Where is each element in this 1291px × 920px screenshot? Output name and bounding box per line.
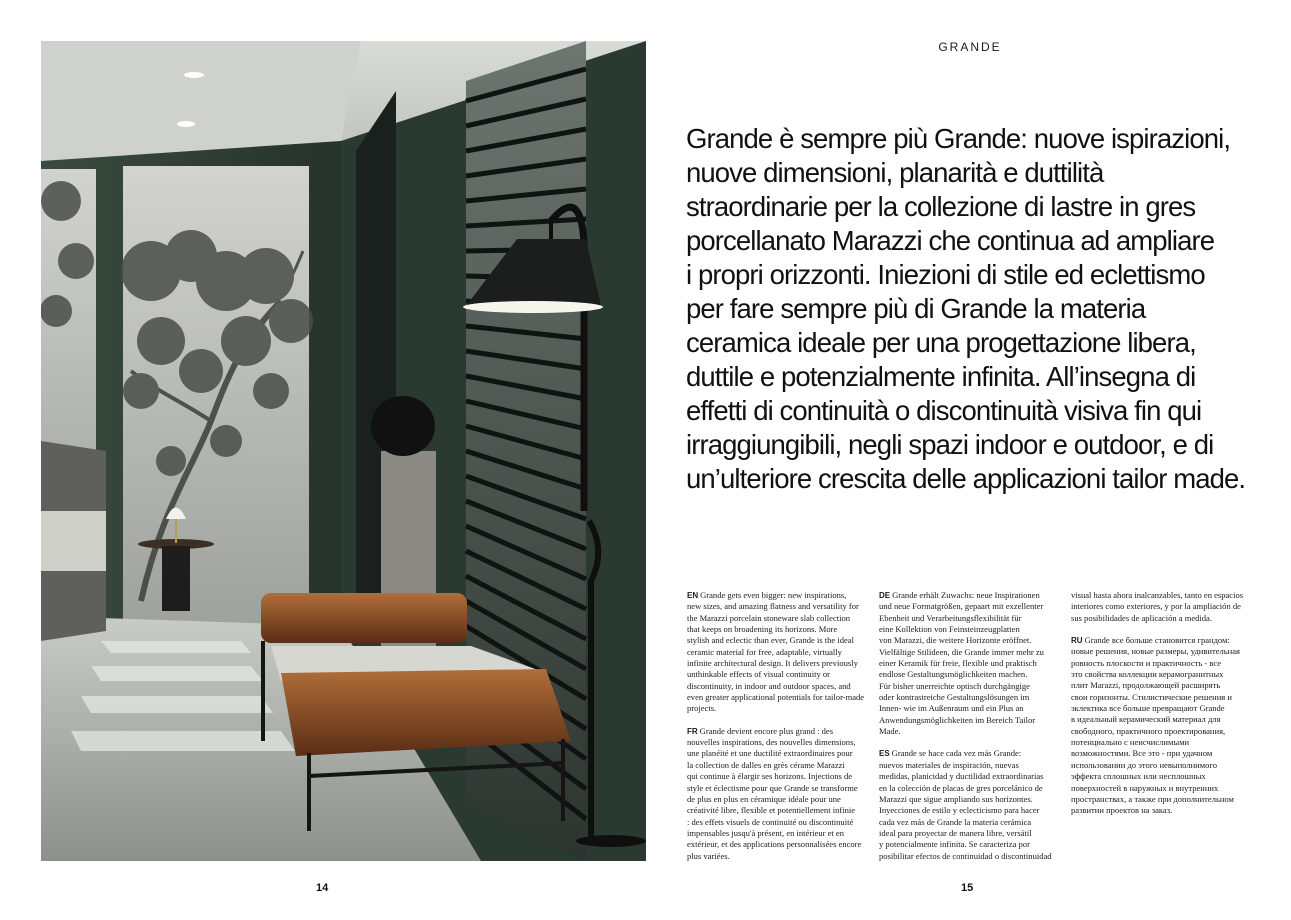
text-line [879, 590, 1061, 601]
text-line [687, 737, 869, 748]
text-line [879, 658, 1061, 669]
text-line-content: потенциально с неисчислимыми [1071, 737, 1190, 748]
text-line [687, 839, 869, 850]
text-line [879, 783, 1061, 794]
text-line-content: discontinuity, in indoor and outdoor spaces, and [687, 680, 851, 691]
intro-line: i propri orizzonti. Iniezioni di stile ed eclettismo [686, 259, 1205, 290]
text-line [879, 681, 1061, 692]
text-line-content: свои горизонты. Стилистические решения и [1071, 691, 1232, 702]
text-line-content: развитии проектов на заказ. [1071, 805, 1173, 816]
text-line-content: eine Kollektion von Feinsteinzeugplatten [879, 624, 1020, 635]
text-line-content: nuevos materiales de inspiración, nuevas [879, 759, 1019, 770]
text-line-content: Grande erhält Zuwachs: neue Inspirationen [892, 590, 1040, 600]
text-line [687, 851, 869, 862]
text-line [687, 703, 869, 714]
text-line-content: Grande devient encore plus grand : des [699, 725, 834, 736]
text-line [687, 590, 869, 601]
page-number-right: 15 [961, 882, 974, 894]
text-line-content: Grande gets even bigger: new inspirations, [700, 590, 847, 600]
text-line-content: Ebenheit und Verarbeitungsflexibilität für [879, 612, 1022, 623]
text-line [1071, 760, 1253, 771]
text-line-content: пространствах, а также при дополнительном [1071, 793, 1234, 804]
text-line [879, 839, 1061, 850]
text-line-content: поверхностей в наружных и внутренних [1071, 782, 1219, 793]
text-line [879, 794, 1061, 805]
bed-throw [41, 511, 106, 571]
text-line [687, 805, 869, 816]
text-line [687, 794, 869, 805]
text-line [1071, 726, 1253, 737]
text-line-content: visual hasta ahora inalcanzables, tanto en espacios [1071, 590, 1244, 600]
text-line-content: medidas, planicidad y ductilidad extraordinarias [879, 771, 1044, 782]
intro-line: Grande è sempre più Grande: nuove ispirazioni, [686, 123, 1231, 154]
text-line [1071, 714, 1253, 725]
text-line [879, 601, 1061, 612]
text-line-content: эклектика все больше превращают Grande [1071, 703, 1225, 714]
text-line [687, 748, 869, 759]
intro-line: irraggiungibili, negli spazi indoor e outdoor, e di [686, 429, 1214, 460]
text-line [879, 635, 1061, 646]
text-line [1071, 771, 1253, 782]
intro-line: ceramica ideale per una progettazione libera, [686, 327, 1196, 358]
text-line-content: sus posibilidades de aplicación a medida. [1071, 612, 1212, 623]
text-line-content: Made. [879, 726, 901, 737]
sculpture [371, 396, 435, 456]
paragraph-continued [1071, 590, 1253, 624]
text-line-content: endlose Gestaltungsmöglichkeiten machen. [879, 669, 1028, 680]
ceiling-spotlight [184, 72, 204, 78]
text-line-content: Anwendungsmöglichkeiten im Bereich Tailor [879, 714, 1036, 725]
text-line-content: créativité libre, flexible et potentiellement infinie [687, 805, 856, 816]
daybed-cushion [261, 593, 467, 643]
text-line [879, 748, 1061, 759]
intro-line: straordinarie per la collezione di lastre in gres [686, 191, 1196, 222]
text-line [879, 692, 1061, 703]
text-line [1071, 805, 1253, 816]
paragraph-de [879, 590, 1061, 737]
text-line-content: Inyecciones de estilo y eclecticismo para hacer [879, 805, 1040, 816]
text-line [879, 817, 1061, 828]
text-line [687, 771, 869, 782]
language-code: DE [879, 591, 891, 600]
text-column-2 [879, 590, 1061, 873]
text-line [1071, 692, 1253, 703]
language-code: EN [687, 591, 699, 600]
interior-photo-illustration [41, 41, 646, 861]
text-line [879, 613, 1061, 624]
text-line [687, 726, 869, 737]
text-line-content: это свойства коллекции керамогранитных [1071, 669, 1224, 680]
running-head: GRANDE [938, 40, 1002, 54]
text-line [879, 624, 1061, 635]
text-line-content: ceramic material for free, adaptable, virtually [687, 646, 842, 657]
intro-line: un’ulteriore crescita delle applicazioni tailor made. [686, 463, 1246, 494]
text-line [879, 805, 1061, 816]
text-line [1071, 737, 1253, 748]
text-line [687, 692, 869, 703]
text-line-content: interiores como exteriores, y por la ampliación de [1071, 601, 1241, 612]
text-line-content: плит Marazzi, продолжающей расширять [1071, 680, 1221, 691]
text-line-content: использовании до этого невыполнимого [1071, 759, 1218, 770]
text-line-content: einer Keramik für freie, flexible und praktisch [879, 658, 1037, 669]
paragraph-en [687, 590, 869, 715]
text-line [1071, 635, 1253, 646]
paragraph-fr [687, 726, 869, 862]
text-line-content: oder kontrastreiche Gestaltungslösungen im [879, 692, 1030, 703]
text-line-content: возможностями. Все это - при удачном [1071, 748, 1213, 759]
intro-paragraph [686, 122, 1261, 496]
floor-lamp-light [463, 301, 603, 313]
text-line-content: infinite architectural design. It delivers previously [687, 658, 858, 669]
side-table-base [162, 546, 190, 611]
language-code: ES [879, 749, 890, 759]
text-line [687, 647, 869, 658]
text-line-content: projects. [687, 703, 717, 714]
text-line [1071, 680, 1253, 691]
text-line [879, 760, 1061, 771]
intro-line: nuove dimensioni, planarità e duttilità [686, 157, 1104, 188]
text-column-3 [1071, 590, 1253, 828]
text-line-content: that keeps on broadening its horizons. More [687, 624, 838, 635]
text-line [687, 681, 869, 692]
intro-line: duttile e potenzialmente infinita. All’insegna di [686, 361, 1196, 392]
text-line [1071, 601, 1253, 612]
text-line [687, 828, 869, 839]
interior-photo [41, 41, 646, 861]
text-line [687, 669, 869, 680]
text-line-content: unthinkable effects of visual continuity or [687, 669, 830, 680]
text-line-content: qui continue à élargir ses horizons. Injections de [687, 771, 853, 782]
text-line-content: Marazzi que sigue ampliando sus horizontes. [879, 793, 1033, 804]
text-column-1 [687, 590, 869, 873]
text-line-content: en la colección de placas de gres porcelánico de [879, 782, 1043, 793]
text-line [687, 817, 869, 828]
text-line-content: une planéité et une ductilité extraordinaires pour [687, 748, 853, 759]
text-line [879, 771, 1061, 782]
text-line [1071, 669, 1253, 680]
text-line [687, 601, 869, 612]
text-line-content: extérieur, et des applications personnalisées encore [687, 839, 862, 850]
text-line-content: nouvelles inspirations, des nouvelles dimensions, [687, 737, 856, 748]
text-line [879, 726, 1061, 737]
text-line-content: new sizes, and amazing flatness and versatility for [687, 601, 859, 612]
intro-line: effetti di continuità o discontinuità visiva fin qui [686, 395, 1202, 426]
text-line-content: de plus en plus en céramique idéale pour une [687, 793, 841, 804]
ceiling-spotlight [177, 121, 195, 127]
intro-line: porcellanato Marazzi che continua ad ampliare [686, 225, 1215, 256]
text-line [687, 658, 869, 669]
text-line [1071, 748, 1253, 759]
text-line [879, 851, 1061, 862]
text-line [1071, 646, 1253, 657]
text-line [1071, 658, 1253, 669]
text-line-content: в идеальный керамический материал для [1071, 714, 1221, 725]
text-line [879, 703, 1061, 714]
text-line [1071, 783, 1253, 794]
language-code: RU [1071, 636, 1083, 646]
text-line-content: Für bisher unerreichte optisch durchgängige [879, 680, 1030, 691]
text-line [1071, 794, 1253, 805]
floor-lamp-base [576, 835, 646, 847]
text-line-content: новые решения, новые размеры, удивительная [1071, 646, 1240, 657]
text-line-content: Grande все больше становится грандом: [1084, 635, 1230, 646]
text-line [687, 624, 869, 635]
text-line [879, 647, 1061, 658]
text-line-content: plus variées. [687, 850, 730, 861]
text-line-content: stylish and eclectic than ever, Grande is the ideal [687, 635, 854, 646]
text-line [879, 669, 1061, 680]
text-line [687, 613, 869, 624]
text-line-content: Vielfältige Stilideen, die Grande immer mehr zu [879, 646, 1044, 657]
text-line-content: la collection de dalles en grès cérame Marazzi [687, 759, 845, 770]
text-line [879, 715, 1061, 726]
text-line [1071, 703, 1253, 714]
text-line-content: the Marazzi porcelain stoneware slab collection [687, 612, 851, 623]
text-line [1071, 590, 1253, 601]
text-line-content: ideal para proyectar de manera libre, versátil [879, 827, 1032, 838]
text-line [687, 635, 869, 646]
daybed-mattress [281, 669, 571, 756]
text-line-content: y potencialmente infinita. Se caracteriza por [879, 839, 1030, 850]
text-line-content: : des effets visuels de continuité ou discontinuité [687, 816, 854, 827]
paragraph-ru [1071, 635, 1253, 817]
text-line [1071, 613, 1253, 624]
text-line-content: свободного, практичного проектирования, [1071, 725, 1226, 736]
text-line-content: Innen- wie im Außenraum und ein Plus an [879, 703, 1024, 714]
text-line-content: und neue Formatgrößen, gepaart mit exzellenter [879, 601, 1044, 612]
text-line-content: cada vez más de Grande la materia cerámica [879, 816, 1032, 827]
text-line [687, 783, 869, 794]
text-line [879, 828, 1061, 839]
text-line-content: Grande se hace cada vez más Grande: [891, 748, 1022, 759]
paragraph-es [879, 748, 1061, 861]
page-number-left: 14 [316, 882, 329, 894]
text-line-content: impensables jusqu'à présent, en intérieur et en [687, 827, 844, 838]
language-code: FR [687, 726, 698, 736]
text-line-content: even greater applicational potentials for tailor-made [687, 692, 865, 703]
text-line-content: эффекта сплошных или несплошных [1071, 771, 1206, 782]
text-line-content: von Marazzi, die weitere Horizonte eröffnet. [879, 635, 1032, 646]
text-line-content: posibilitar efectos de continuidad o discontinuidad [879, 850, 1052, 861]
text-line-content: ровность плоскости и практичность - все [1071, 657, 1222, 668]
text-line [687, 760, 869, 771]
text-line-content: style et éclectisme pour que Grande se transforme [687, 782, 858, 793]
intro-line: per fare sempre più di Grande la materia [686, 293, 1146, 324]
